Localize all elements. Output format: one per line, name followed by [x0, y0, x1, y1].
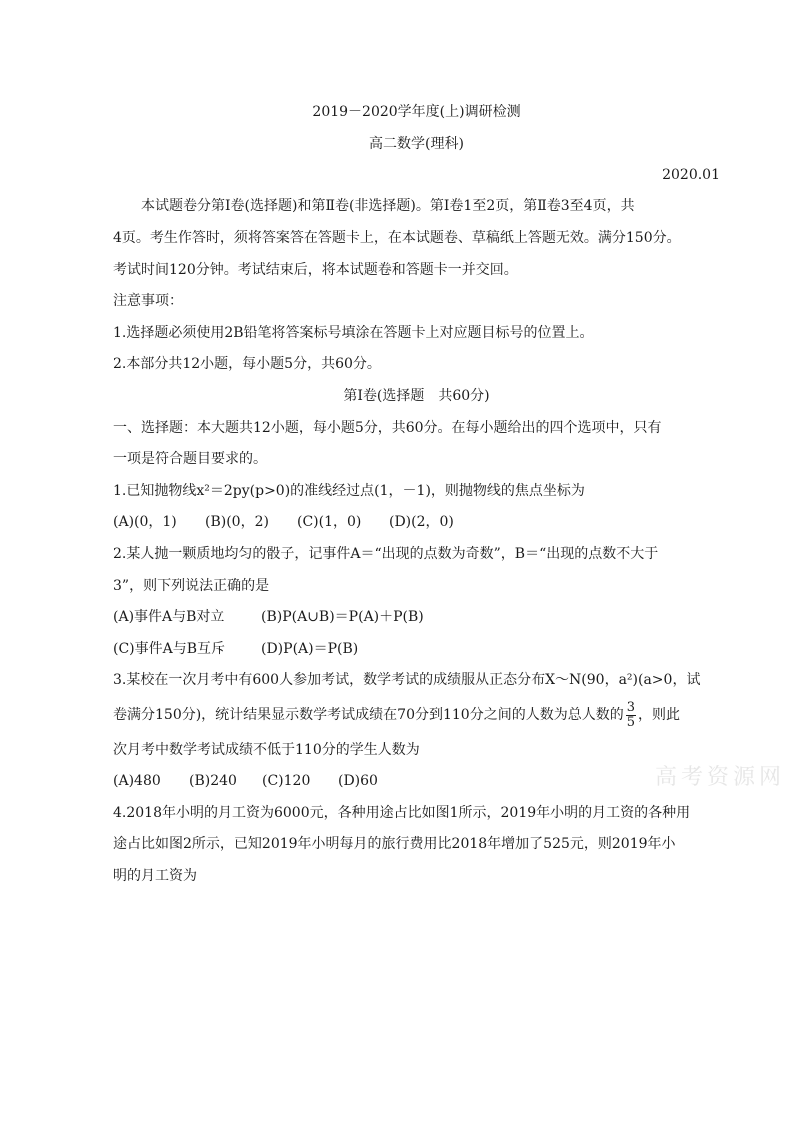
q3-fraction-numerator: 3	[626, 699, 635, 715]
q2-option-d: (D)P(A)＝P(B)	[261, 641, 359, 657]
section-instruction-2: 一项是符合题目要求的。	[113, 451, 267, 467]
notice-item-2: 2.本部分共12小题，每小题5分，共60分。	[113, 356, 381, 372]
exam-title: 2019－2020学年度(上)调研检测	[312, 104, 521, 120]
q3-option-a: (A)480	[113, 773, 161, 789]
q3-stem-2	[113, 700, 680, 734]
intro-line-3: 考试时间120分钟。考试结束后，将本试题卷和答题卡一并交回。	[113, 262, 518, 278]
q1-option-c: (C)(1，0)	[297, 514, 362, 530]
notice-item-1: 1.选择题必须使用2B铅笔将答案标号填涂在答题卡上对应题目标号的位置上。	[113, 325, 594, 341]
q1-options	[113, 512, 454, 532]
watermark: 高考资源网	[655, 765, 786, 790]
exam-date: 2020.01	[662, 167, 720, 183]
q1-option-b: (B)(0，2)	[205, 514, 269, 530]
q3-option-d: (D)60	[338, 773, 378, 789]
q2-option-c: (C)事件A与B互斥	[113, 641, 226, 657]
q3-stem-2a: 卷满分150分)，统计结果显示数学考试成绩在70分到110分之间的人数为总人数的	[113, 707, 624, 723]
q4-stem-2: 途占比如图2所示，已知2019年小明每月的旅行费用比2018年增加了525元，则2019年小	[113, 836, 676, 852]
q3-stem-3: 次月考中数学考试成绩不低于110分的学生人数为	[113, 742, 420, 758]
q1-option-a: (A)(0，1)	[113, 514, 177, 530]
q3-fraction-denominator: 5	[626, 714, 635, 730]
q2-stem-2: 3”，则下列说法正确的是	[113, 578, 270, 594]
intro-line-1: 本试题卷分第Ⅰ卷(选择题)和第Ⅱ卷(非选择题)。第Ⅰ卷1至2页，第Ⅱ卷3至4页，共	[141, 198, 635, 214]
q3-option-b: (B)240	[189, 773, 237, 789]
q3-option-c: (C)120	[262, 773, 311, 789]
q2-option-a: (A)事件A与B对立	[113, 609, 225, 625]
q2-options-row-2	[113, 639, 358, 659]
exam-subtitle: 高二数学(理科)	[369, 136, 464, 152]
q3-stem-2b: ，则此	[638, 707, 680, 723]
q1-stem: 1.已知抛物线x²＝2py(p>0)的准线经过点(1，－1)，则抛物线的焦点坐标为	[113, 483, 585, 499]
q3-fraction	[626, 701, 636, 730]
q2-options-row-1	[113, 607, 424, 627]
q2-stem-1: 2.某人抛一颗质地均匀的骰子，记事件A＝“出现的点数为奇数”，B＝“出现的点数不大于	[113, 546, 659, 562]
q4-stem-3: 明的月工资为	[113, 868, 197, 884]
q1-option-d: (D)(2，0)	[389, 514, 454, 530]
notice-heading: 注意事项：	[113, 293, 183, 309]
section-heading: 第Ⅰ卷(选择题 共60分)	[343, 388, 490, 404]
q3-options	[113, 771, 378, 791]
q4-stem-1: 4.2018年小明的月工资为6000元，各种用途占比如图1所示，2019年小明的月工资的各种用	[113, 805, 691, 821]
q3-stem-1: 3.某校在一次月考中有600人参加考试，数学考试的成绩服从正态分布X～N(90，a²)(a>0，试	[113, 672, 701, 688]
section-instruction-1: 一、选择题：本大题共12小题，每小题5分，共60分。在每小题给出的四个选项中，只有	[113, 420, 662, 436]
q2-option-b: (B)P(A∪B)＝P(A)＋P(B)	[261, 609, 424, 625]
intro-line-2: 4页。考生作答时，须将答案答在答题卡上，在本试题卷、草稿纸上答题无效。满分150分。	[113, 230, 681, 246]
